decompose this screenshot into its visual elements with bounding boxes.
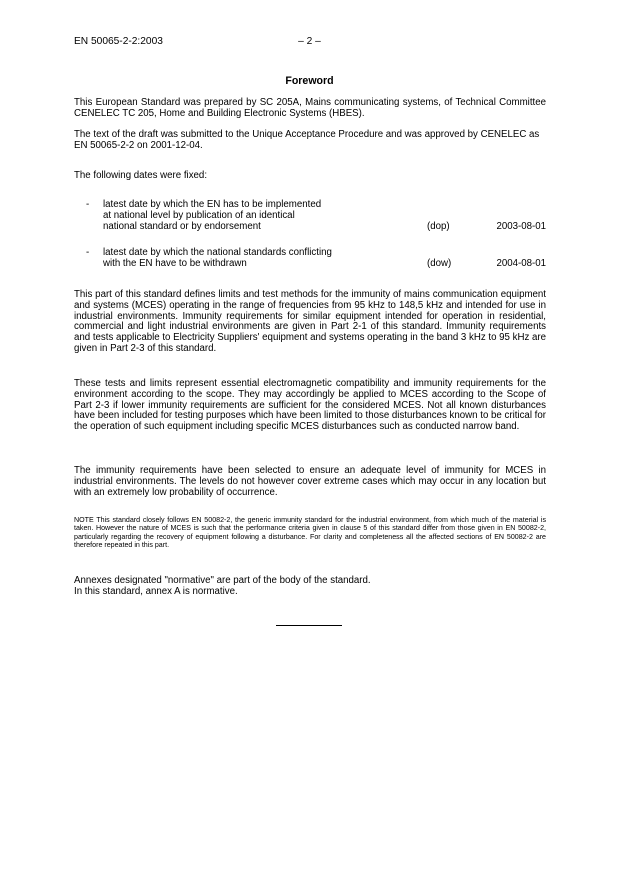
date-description-line: national standard or by endorsement — [103, 220, 261, 232]
note: NOTE This standard closely follows EN 50082-2, the generic immunity standard for the industrial environment, from which much of the material is taken. However the nature of MCES is such that the performance criteria given in clause 5 of this standard differ from those given in EN 50082-2, particularly regarding the recovery of equipment following a disturbance. For clarity and completeness all the affected sections of EN 50082-2 are therefore repeated in this part. — [74, 516, 546, 549]
page-number: – 2 – — [298, 36, 321, 47]
list-dash: - — [86, 199, 90, 210]
end-rule — [276, 625, 342, 626]
date-description — [103, 248, 403, 270]
date-description-line: at national level by publication of an identical — [103, 209, 295, 221]
paragraph-immunity-requirements: The immunity requirements have been selected to ensure an adequate level of immunity for MCES in industrial environments. The levels do not however cover extreme cases which may occur in any location but with an extremely low probability of occurrence. — [74, 465, 546, 498]
paragraph-prepared-by: This European Standard was prepared by SC 205A, Mains communicating systems, of Technical Committee CENELEC TC 205, Home and Building Electronic Systems (HBES). — [74, 97, 546, 119]
paragraph-tests-limits: These tests and limits represent essential electromagnetic compatibility and immunity requirements for the environment according to the scope. They may accordingly be applied to MCES according to the Scope of Part 2-3 if lower immunity requirements are sufficient for the considered MCES. Not all known disturbances have been included for testing purposes which have been limited to those disturbances known to be critical for the operation of such equipment including specific MCES disturbances such as conducted narrow band. — [74, 378, 546, 433]
date-description-line: latest date by which the EN has to be implemented — [103, 199, 322, 210]
date-item-dop — [74, 200, 546, 238]
annex-line-2: In this standard, annex A is normative. — [74, 586, 238, 597]
date-value: 2004-08-01 — [496, 257, 546, 269]
date-description-line: latest date by which the national standards conflicting — [103, 247, 332, 258]
annex-line-1: Annexes designated "normative" are part of the body of the standard. — [74, 575, 371, 586]
date-item-dow — [74, 248, 546, 272]
date-abbreviation: (dow) — [427, 257, 452, 269]
date-abbreviation: (dop) — [427, 220, 450, 232]
date-description-line: with the EN have to be withdrawn — [103, 257, 247, 269]
paragraph-approval: The text of the draft was submitted to the Unique Acceptance Procedure and was approved by CENELEC as EN 50065-2-2 on 2001-12-04. — [74, 129, 540, 151]
document-id: EN 50065-2-2:2003 — [74, 36, 163, 47]
date-value: 2003-08-01 — [496, 220, 546, 232]
list-dash: - — [86, 247, 90, 258]
paragraph-dates-intro: The following dates were fixed: — [74, 170, 208, 181]
date-description — [103, 200, 403, 232]
dates-list — [74, 200, 546, 272]
page-title: Foreword — [285, 75, 334, 87]
paragraph-scope: This part of this standard defines limits and test methods for the immunity of mains communication equipment and systems (MCES) operating in the range of frequencies from 95 kHz to 148,5 kHz and intended for use in industrial environments. Immunity requirements for similar equipment intended for operation in residential, commercial and light industrial environments are given in Part 2-1 of this standard. Immunity requirements and tests applicable to Electricity Suppliers' equipment and systems operating in the band 3 kHz to 95 kHz are given in Part 2-3 of this standard. — [74, 289, 546, 354]
